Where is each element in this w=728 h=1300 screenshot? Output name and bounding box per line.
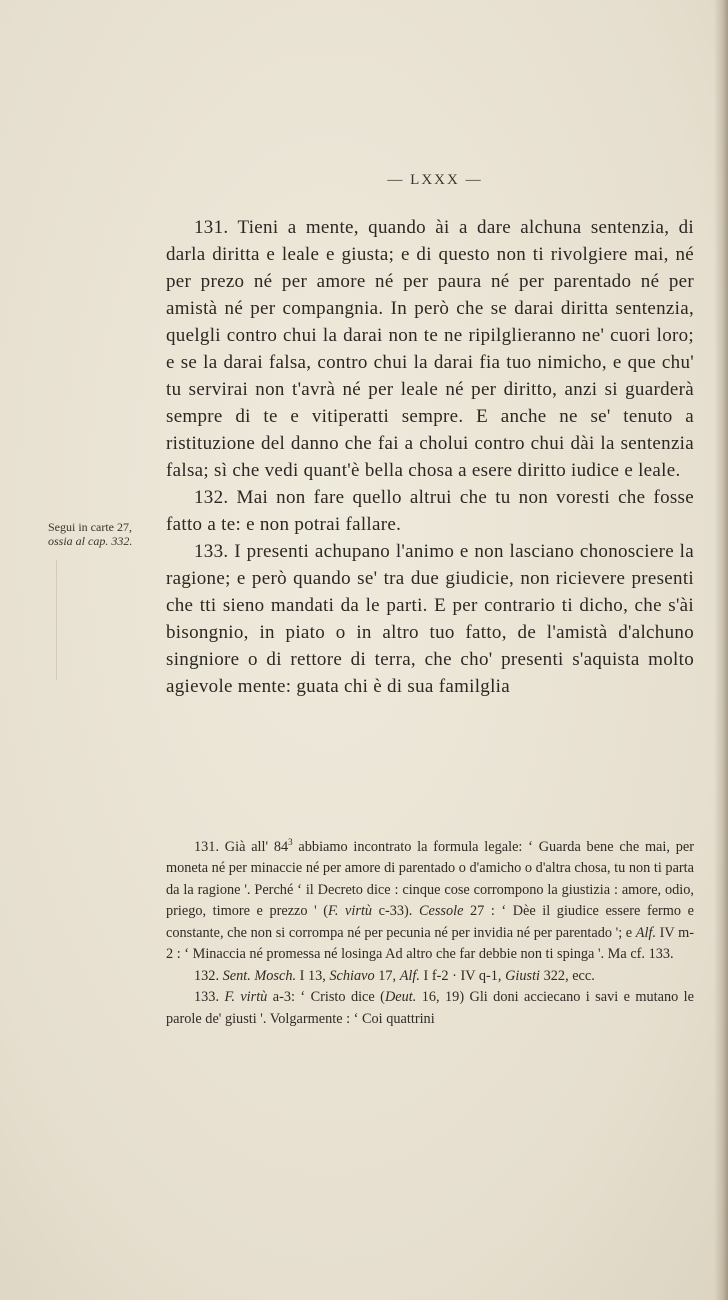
note-131: 131. Già all' $84^3$ abbiamo incontrato la formula legale: ‘ Guarda bene che mai, per moneta né per minaccie né per amore di parentado o d'amicho o d'altra chosa, tu non ti parta da la ragione '. Perché ‘ il Decreto dice : cinque cose corrompono la giustizia : amore, odio, priego, timore e prezzo ' (F. virtù c-33). Cessole 27 : ‘ Dèe il giudice essere fermo e constante, che non si corrompa né per pecunia né per invidia né per parentado '; e Alf. IV m-2 : ‘ Minaccia né promessa né losinga Ad altro che far debbie non ti spinga '. Ma cf. 133.: [166, 837, 694, 963]
paragraph-132: 132. Mai non fare quello altrui che tu non voresti che fosse fatto a te: e non potrai fallare.: [166, 487, 694, 535]
running-head: — LXXX —: [387, 172, 483, 188]
note-132: 132. Sent. Mosch. I 13, Schiavo 17, Alf. I f-2 · IV q-1, Giusti 322, ecc.: [194, 967, 595, 984]
main-text: [166, 214, 694, 700]
note-133: 133. F. virtù a-3: ‘ Cristo dice (Deut. 16, 19) Gli doni acciecano i savi e mutano le parole de' giusti '. Volgarmente : ‘ Coi quattrini: [166, 989, 694, 1027]
footnotes: [166, 832, 694, 1030]
paragraph-131: 131. Tieni a mente, quando ài a dare alchuna sentenzia, di darla diritta e leale e giusta; e di questo non ti rivolgiere mai, né per prezo né per amore né per paura né per parentado né per amistà né per compangnia. In però che se darai diritta sentenzia, quelgli contro chui la darai non te ne ripilglieranno ne' cuori loro; e se la darai falsa, contro chui la darai fia tuo nimicho, e que chu' tu servirai non t'avrà né per leale né per diritto, anzi si guarderà sempre di te e vitiperatti sempre. E anche ne se' tenuto a ristituzione del danno che fai a cholui contro chui dài la sentenzia falsa; sì che vedi quant'è bella chosa a esere diritto iudice e leale.: [166, 217, 694, 481]
margin-rule: [56, 560, 57, 680]
paragraph-133: 133. I presenti achupano l'animo e non lasciano chonosciere la ragione; e però quando se' tra due giudicie, non ricievere presenti che tti sieno mandati da le parti. E per contrario ti dicho, che s'ài bisongnio, in piato o in altro tuo fatto, de l'amistà d'alchuno singniore o di rettore di terra, che cho' presenti s'aquista molto agievole mente: guata chi è di sua familglia: [166, 541, 694, 697]
page-edge-shadow: [714, 0, 728, 1300]
margin-note-line-2: ossia al cap. 332.: [48, 534, 133, 548]
margin-note: [48, 520, 158, 548]
margin-note-line-1: Segui in carte 27,: [48, 520, 132, 534]
